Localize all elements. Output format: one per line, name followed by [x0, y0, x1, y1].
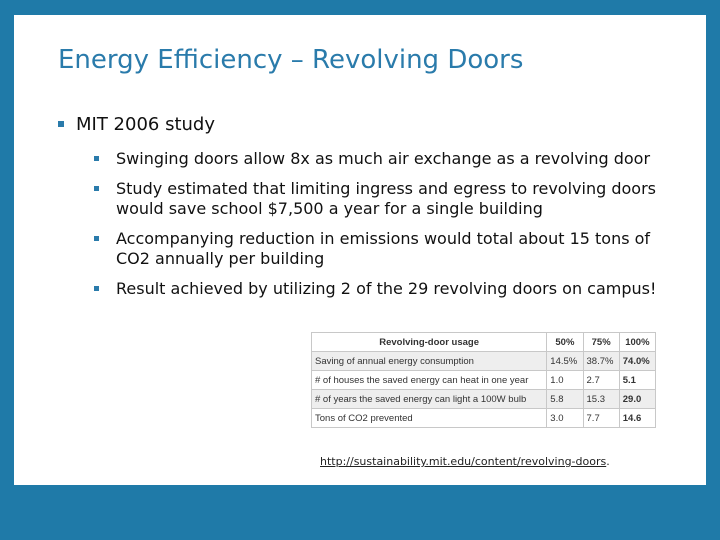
table-row: [312, 409, 656, 428]
square-bullet-icon: [94, 156, 99, 161]
table-cell: 15.3: [583, 390, 619, 409]
square-bullet-icon: [58, 121, 64, 127]
table-header-row: [312, 333, 656, 352]
table-row: [312, 352, 656, 371]
sub-bullet-text: Study estimated that limiting ingress and egress to revolving doors would save school $7,500 a year for a single building: [116, 179, 656, 218]
bullet-list: [58, 113, 670, 309]
table-cell: # of years the saved energy can light a 100W bulb: [312, 390, 547, 409]
table-cell: # of houses the saved energy can heat in one year: [312, 371, 547, 390]
sub-bullet-text: Result achieved by utilizing 2 of the 29 revolving doors on campus!: [116, 279, 657, 298]
bullet-text: MIT 2006 study: [76, 114, 216, 135]
table-header-cell: 50%: [547, 333, 583, 352]
sub-bullet-item: [94, 229, 670, 269]
square-bullet-icon: [94, 186, 99, 191]
sub-bullet-item: [94, 179, 670, 219]
table-cell: 1.0: [547, 371, 583, 390]
table-cell: 2.7: [583, 371, 619, 390]
table-cell: Saving of annual energy consumption: [312, 352, 547, 371]
sub-bullet-item: [94, 149, 670, 169]
sub-bullet-item: [94, 279, 670, 299]
table-cell: 74.0%: [619, 352, 655, 371]
table-header-cell: Revolving-door usage: [312, 333, 547, 352]
table-cell: 5.8: [547, 390, 583, 409]
sub-bullet-text: Accompanying reduction in emissions would total about 15 tons of CO2 annually per building: [116, 229, 651, 268]
table-cell: 38.7%: [583, 352, 619, 371]
table-cell: 7.7: [583, 409, 619, 428]
table-cell: Tons of CO2 prevented: [312, 409, 547, 428]
sub-bullet-text: Swinging doors allow 8x as much air exchange as a revolving door: [116, 149, 651, 168]
table-cell: 5.1: [619, 371, 655, 390]
square-bullet-icon: [94, 286, 99, 291]
table-row: [312, 371, 656, 390]
table-cell: 3.0: [547, 409, 583, 428]
square-bullet-icon: [94, 236, 99, 241]
bullet-item: [58, 113, 670, 299]
table-cell: 14.6: [619, 409, 655, 428]
table-row: [312, 390, 656, 409]
source-link[interactable]: http://sustainability.mit.edu/content/revolving-doors: [320, 455, 607, 468]
sub-bullet-list: [76, 149, 670, 299]
table-cell: 14.5%: [547, 352, 583, 371]
slide-title: Energy Efficiency – Revolving Doors: [58, 45, 524, 75]
revolving-door-table: [311, 332, 656, 428]
table-header-cell: 100%: [619, 333, 655, 352]
source-citation: [320, 455, 610, 468]
slide: [14, 15, 706, 485]
table-header-cell: 75%: [583, 333, 619, 352]
table-cell: 29.0: [619, 390, 655, 409]
source-suffix: .: [606, 455, 610, 468]
